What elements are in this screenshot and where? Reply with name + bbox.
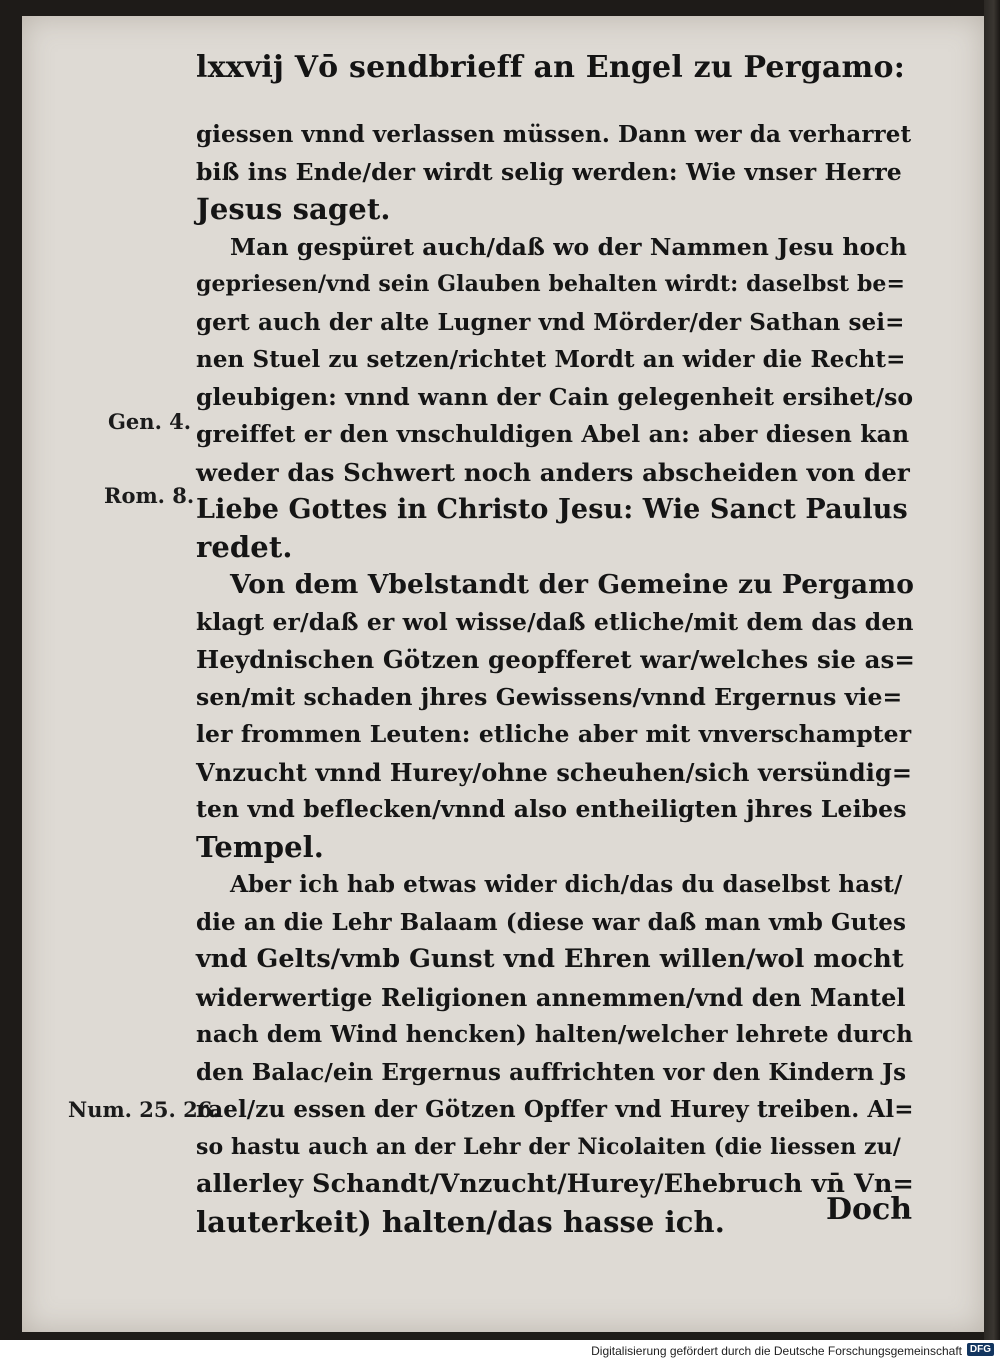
dfg-logo: DFG <box>967 1343 994 1356</box>
text-line: gleubigen: vnnd wann der Cain gelegenheit ersihet/so <box>196 382 914 411</box>
text-line: Aber ich hab etwas wider dich/das du daselbst hast/ <box>230 871 903 898</box>
text-line: Tempel. <box>196 829 324 864</box>
text-line: ler frommen Leuten: etliche aber mit vnverschampter <box>196 720 912 748</box>
text-line: die an die Lehr Balaam (diese war daß man vmb Gutes <box>196 908 907 936</box>
text-line: ten vnd beflecken/vnnd also entheiligten jhres Leibes <box>196 795 907 823</box>
text-line: Vnzucht vnnd Hurey/ohne scheuhen/sich versündig= <box>196 757 913 787</box>
margin-note-gen: Gen. 4. <box>108 409 192 434</box>
text-line: Liebe Gottes in Christo Jesu: Wie Sanct Paulus <box>196 494 908 525</box>
text-line: greiffet er den vnschuldigen Abel an: aber diesen kan <box>196 420 910 448</box>
text-line: rael/zu essen der Götzen Opffer vnd Hurey treiben. Al= <box>196 1096 914 1123</box>
text-line: allerley Schandt/Vnzucht/Hurey/Ehebruch vn̄ Vn= <box>196 1169 915 1199</box>
text-line: biß ins Ende/der wirdt selig werden: Wie vnser Herre <box>196 157 902 186</box>
text-line: Heydnischen Götzen geopfferet war/welches sie as= <box>196 645 916 674</box>
margin-note-rom: Rom. 8. <box>104 483 195 508</box>
text-line: redet. <box>196 529 293 564</box>
text-line: nen Stuel zu setzen/richtet Mordt an wider die Recht= <box>196 346 906 373</box>
margin-note-num: Num. 25. 26. <box>68 1097 220 1122</box>
text-line: Von dem Vbelstandt der Gemeine zu Pergamo <box>230 569 915 600</box>
text-line: gepriesen/vnd sein Glauben behalten wirdt: daselbst be= <box>196 271 906 297</box>
text-line: sen/mit schaden jhres Gewissens/vnnd Ergernus vie= <box>196 682 903 711</box>
text-line: so hastu auch an der Lehr der Nicolaiten (die liessen zu/ <box>196 1133 901 1160</box>
footer-bar <box>0 1340 1000 1362</box>
text-line: Jesus saget. <box>196 192 391 226</box>
text-line: vnd Gelts/vmb Gunst vnd Ehren willen/wol mocht <box>196 944 904 974</box>
body-text <box>196 116 916 1241</box>
text-line: giessen vnnd verlassen müssen. Dann wer da verharret <box>196 121 912 148</box>
text-line: gert auch der alte Lugner vnd Mörder/der Sathan sei= <box>196 308 905 336</box>
text-line: den Balac/ein Ergernus auffrichten vor den Kindern Js <box>196 1058 907 1086</box>
text-line: weder das Schwert noch anders abscheiden von der <box>196 457 910 487</box>
book-edge <box>984 0 1000 1340</box>
catchword: Doch <box>826 1192 913 1227</box>
text-line: lauterkeit) halten/das hasse ich. <box>196 1204 725 1239</box>
text-line: nach dem Wind hencken) halten/welcher lehrete durch <box>196 1021 913 1048</box>
running-header: lxxvij Vō sendbrieff an Engel zu Pergamo: <box>196 50 905 85</box>
text-line: klagt er/daß er wol wisse/daß etliche/mit dem das den <box>196 607 914 636</box>
footer-credit: Digitalisierung gefördert durch die Deutsche Forschungsgemeinschaft <box>591 1344 962 1358</box>
text-line: widerwertige Religionen annemmen/vnd den Mantel <box>196 982 906 1012</box>
text-line: Man gespüret auch/daß wo der Nammen Jesu hoch <box>230 232 907 261</box>
